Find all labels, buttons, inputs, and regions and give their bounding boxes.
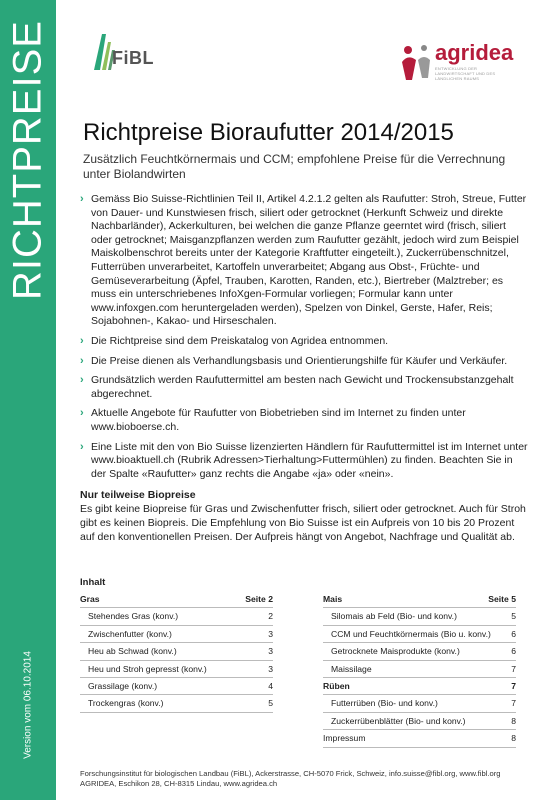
toc-heading: Inhalt [80, 577, 106, 588]
chevron-right-icon: › [80, 407, 84, 420]
list-item: › Aktuelle Angebote für Raufutter von Biobetrieben sind im Internet zu finden unter www.bioboerse.ch. [80, 407, 466, 433]
toc-row [323, 626, 516, 643]
sidebar-title: RICHTPREISE [5, 20, 50, 300]
toc-page: Seite 2 [245, 594, 273, 604]
toc-row [80, 608, 273, 625]
list-item: › Gemäss Bio Suisse-Richtlinien Teil II, Artikel 4.2.1.2 gelten als Raufutter: Stroh, Streue, Futter von Dauer- und Kunstwiesen frisch, siliert oder getrocknet (Herkunft Schweiz und direkte Nachbarländer), Ackerkulturen, bei welchen die ganze Pflanze geerntet wird (frisch, siliert oder getrocknet; Maisganzpflanzen werden zum Raufutter gezählt, jedoch wird zum Beispiel Maiskolbenschrot bereits unter der Kategorie Kraftfutter eingeteilt.), Zuckerrübenschnitzel, Futterrüben unverarbeitet, Kartoffeln unverarbeitet; Abgang aus Obst-, Früchte- und Gemüseverarbeitung (Äpfel, Trauben, Karotten, Randen, etc.), Biertreber (Malztreber; es muss ein unterschriebenes InfoXgen-Formular vorliegen; Formular kann unter www.infoxgen.com heruntergeladen werden), Spelzen von Dinkel, Gerste, Hafer, Reis; Sojabohnen-, Kakao- und Hirseschalen. [80, 193, 527, 328]
toc-page: 3 [268, 646, 273, 657]
toc-label: Zwischenfutter (konv.) [88, 628, 172, 639]
footer-line-1: Forschungsinstitut für biologischen Landbau (FiBL), Ackerstrasse, CH-5070 Frick, Schweiz, info.suisse@fibl.org, www.fibl.org [80, 769, 501, 778]
toc-row [80, 695, 273, 712]
toc-row [80, 591, 273, 608]
chevron-right-icon: › [80, 374, 84, 387]
version-date: Version vom 06.10.2014 [22, 651, 34, 759]
toc-page: 4 [268, 680, 273, 691]
footer-line-2: AGRIDEA, Eschikon 28, CH-8315 Lindau, www.agridea.ch [80, 779, 278, 788]
toc-page: 3 [268, 628, 273, 639]
toc-page: 2 [268, 611, 273, 622]
toc-page: 6 [511, 628, 516, 639]
toc-row [323, 643, 516, 660]
toc-right-column [323, 591, 516, 748]
sidebar-band [0, 0, 56, 800]
toc-label: Heu und Stroh gepresst (konv.) [88, 663, 207, 674]
toc-row [323, 591, 516, 608]
toc-label: Maissilage [331, 663, 372, 674]
toc-label: Rüben [323, 680, 350, 691]
toc-page: 6 [511, 646, 516, 657]
chevron-right-icon: › [80, 334, 84, 347]
toc-row [323, 730, 516, 747]
toc-page: 3 [268, 663, 273, 674]
toc-row [80, 643, 273, 660]
toc-label: Grassilage (konv.) [88, 680, 158, 691]
toc-row [323, 678, 516, 695]
list-item: › Die Preise dienen als Verhandlungsbasis und Orientierungshilfe für Käufer und Verkäufer. [80, 354, 508, 367]
page-subtitle: Zusätzlich Feuchtkörnermais und CCM; empfohlene Preise für die Verrechnung unter Biolandwirten [83, 152, 506, 181]
toc-label: Heu ab Schwad (konv.) [88, 646, 177, 657]
toc-row [323, 713, 516, 730]
list-item: › Die Richtpreise sind dem Preiskatalog von Agridea entnommen. [80, 334, 389, 347]
section-heading: Nur teilweise Biopreise [80, 489, 196, 501]
list-item: › Eine Liste mit den von Bio Suisse lizenzierten Händlern für Raufuttermittel ist im Internet unter www.bioaktuell.ch (Rubrik Adressen>Tierhaltung>Futtermühlen) zu finden. Beachten Sie in der Spalte «Raufutter» ganz rechts die Angabe «ja» oder «nein». [80, 440, 528, 480]
chevron-right-icon: › [80, 193, 84, 205]
agridea-tagline: ENTWICKLUNG DER LANDWIRTSCHAFT UND DES LÄNDLICHEN RAUMS [435, 66, 496, 81]
toc-label: Trockengras (konv.) [88, 698, 164, 709]
toc-row [323, 661, 516, 678]
toc-row [80, 626, 273, 643]
section-text: Es gibt keine Biopreise für Gras und Zwischenfutter frisch, siliert oder getrocknet. Auch für Stroh gibt es keinen Biopreis. Die Empfehlung von Bio Suisse ist ein Aufpreis von 10 bis 20 Prozent auf den konventionellen Preisen. Der Aufpreis hängt von Angebot, Nachfrage und Qualität ab. [80, 503, 526, 543]
toc-label: Zuckerrübenblätter (Bio- und konv.) [331, 715, 466, 726]
toc-label: Silomais ab Feld (Bio- und konv.) [331, 611, 457, 622]
toc-page: 7 [511, 698, 516, 709]
toc-label: Gras [80, 594, 100, 604]
list-item: › Grundsätzlich werden Raufuttermittel am besten nach Gewicht und Trockensubstanzgehalt abgerechnet. [80, 374, 514, 400]
toc-label: Mais [323, 594, 343, 604]
toc-label: Getrocknete Maisprodukte (konv.) [331, 646, 460, 657]
toc-left-column [80, 591, 273, 713]
toc-row [323, 608, 516, 625]
toc-label: Futterrüben (Bio- und konv.) [331, 698, 438, 709]
toc-page: 8 [511, 733, 516, 744]
toc-page: 7 [511, 663, 516, 674]
toc-label: CCM und Feuchtkörnermais (Bio u. konv.) [331, 628, 491, 639]
footer [80, 769, 500, 789]
toc-page: 7 [511, 680, 516, 691]
toc-page: 5 [511, 611, 516, 622]
toc-label: Stehendes Gras (konv.) [88, 611, 179, 622]
agridea-logo-text: agridea [435, 40, 514, 65]
toc-page: 5 [268, 698, 273, 709]
toc-page: 8 [511, 715, 516, 726]
toc-page: Seite 5 [488, 594, 516, 604]
toc-row [80, 661, 273, 678]
page-title: Richtpreise Bioraufutter 2014/2015 [83, 119, 454, 146]
toc-row [323, 695, 516, 712]
chevron-right-icon: › [80, 440, 84, 453]
toc-row [80, 678, 273, 695]
chevron-right-icon: › [80, 354, 84, 367]
fibl-logo-text: FiBL [112, 48, 154, 68]
toc-label: Impressum [323, 733, 366, 744]
info-list [80, 193, 528, 487]
